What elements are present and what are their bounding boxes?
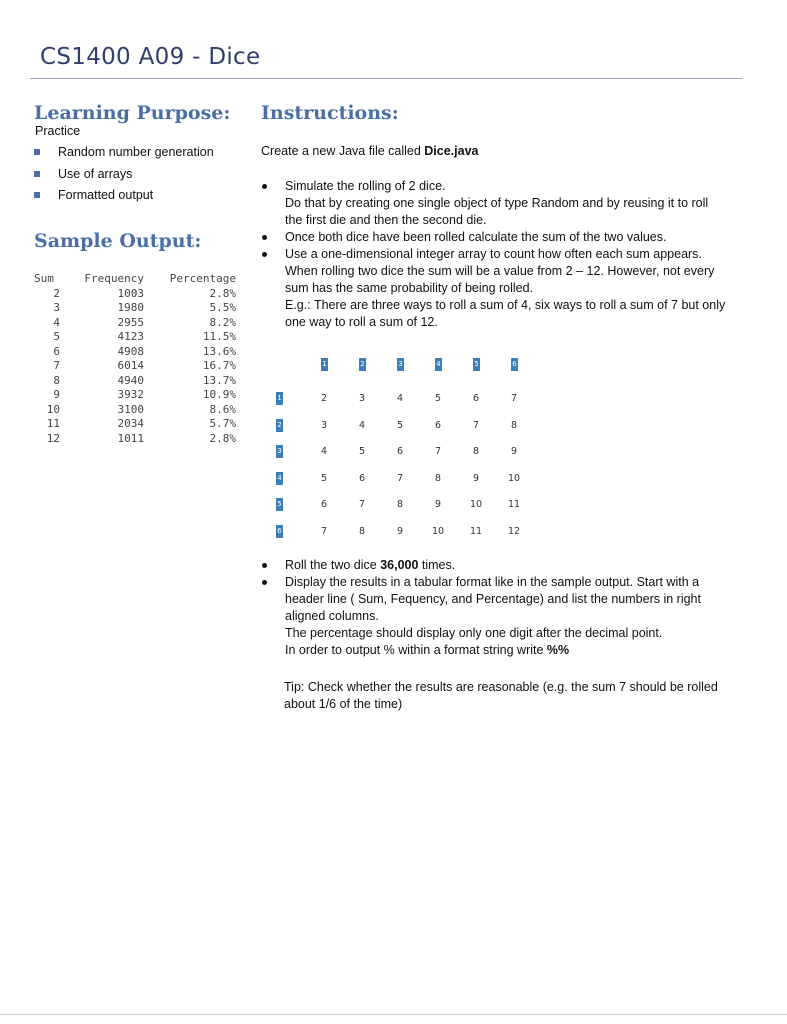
grid-cell: 7 <box>434 446 442 457</box>
column-die-tag: 2 <box>359 358 366 371</box>
table-row: 9 3932 10.9% <box>53 388 236 401</box>
grid-cell: 4 <box>358 419 366 431</box>
instructions-list <box>261 178 765 331</box>
grid-cell: 10 <box>431 525 445 537</box>
grid-cell: 9 <box>396 525 404 537</box>
learning-purpose-heading: Learning Purpose: <box>34 102 231 124</box>
create-file-line: Create a new Java file called Dice.java <box>261 144 479 158</box>
grid-cell: 11 <box>507 499 521 510</box>
grid-cell: 5 <box>358 446 366 457</box>
grid-cell: 8 <box>434 472 442 484</box>
grid-cell: 8 <box>510 419 518 431</box>
row-die-tag: 2 <box>276 419 283 432</box>
bullet-icon <box>262 563 267 568</box>
grid-cell: 7 <box>396 472 404 484</box>
page-title: CS1400 A09 - Dice <box>40 44 261 70</box>
grid-cell: 3 <box>320 419 328 431</box>
list-item: Formatted output <box>34 187 214 209</box>
grid-cell: 11 <box>469 525 483 537</box>
grid-cell: 12 <box>507 525 521 537</box>
sample-output-table <box>30 272 236 446</box>
row-die-tag: 5 <box>276 498 283 511</box>
grid-cell: 9 <box>510 446 518 457</box>
table-row: 7 6014 16.7% <box>53 359 236 372</box>
column-die-tag: 6 <box>511 358 518 371</box>
table-row: 8 4940 13.7% <box>53 373 236 387</box>
grid-cell: 3 <box>358 393 366 404</box>
table-row: 10 3100 8.6% <box>46 402 236 416</box>
table-row: 11 2034 5.7% <box>46 417 236 430</box>
table-row: 5 4123 11.5% <box>53 330 236 343</box>
square-bullet-icon <box>34 149 40 155</box>
practice-label: Practice <box>35 124 81 138</box>
grid-cell: 5 <box>320 472 328 484</box>
title-divider <box>30 78 742 79</box>
list-item: Simulate the rolling of 2 dice. Do that by creating one single object of type Random and by reusing it to roll the first die and then the second die. <box>261 178 765 229</box>
grid-cell: 5 <box>396 419 404 431</box>
square-bullet-icon <box>34 171 40 177</box>
row-die-tag: 3 <box>276 445 283 458</box>
table-row: 4 2955 8.2% <box>53 315 236 329</box>
grid-cell: 7 <box>510 393 518 404</box>
bullet-icon <box>262 252 267 257</box>
instructions-list-2 <box>261 557 765 659</box>
grid-cell: 6 <box>358 472 366 484</box>
row-die-tag: 6 <box>276 525 283 538</box>
grid-cell: 8 <box>472 446 480 457</box>
grid-cell: 9 <box>434 499 442 510</box>
grid-cell: 6 <box>434 419 442 431</box>
list-item: Use of arrays <box>34 166 214 188</box>
square-bullet-icon <box>34 192 40 198</box>
column-die-tag: 3 <box>397 358 404 371</box>
bullet-icon <box>262 580 267 585</box>
column-die-tag: 4 <box>435 358 442 371</box>
grid-cell: 7 <box>472 419 480 431</box>
grid-cell: 4 <box>396 393 404 404</box>
table-row: 6 4908 13.6% <box>53 344 236 358</box>
row-die-tag: 4 <box>276 472 283 485</box>
learning-purpose-list <box>34 144 214 209</box>
grid-cell: 10 <box>507 472 521 484</box>
grid-cell: 7 <box>358 499 366 510</box>
grid-cell: 7 <box>320 525 328 537</box>
grid-cell: 8 <box>358 525 366 537</box>
table-row: 2 1003 2.8% <box>53 286 236 300</box>
table-row: 12 1011 2.8% <box>46 431 236 445</box>
table-header: Sum Frequency Percentage <box>34 272 236 285</box>
grid-cell: 6 <box>396 446 404 457</box>
list-item: Random number generation <box>34 144 214 166</box>
instructions-heading: Instructions: <box>261 102 399 124</box>
grid-cell: 6 <box>472 393 480 404</box>
column-die-tag: 1 <box>321 358 328 371</box>
list-item: Roll the two dice 36,000 times. <box>261 557 765 574</box>
dice-sum-grid <box>270 358 530 538</box>
tip-text: Tip: Check whether the results are reasonable (e.g. the sum 7 should be rolled about 1/6 of the time) <box>284 680 718 711</box>
list-item: Once both dice have been rolled calculate the sum of the two values. <box>261 229 765 246</box>
list-item: Use a one-dimensional integer array to count how often each sum appears. When rolling two dice the sum will be a value from 2 – 12. However, not every sum has the same probability of being rolled. E.g.: There are three ways to roll a sum of 4, six ways to roll a sum of 7 but only one way to roll a sum of 12. <box>261 246 765 331</box>
grid-cell: 9 <box>472 472 480 484</box>
bullet-icon <box>262 184 267 189</box>
list-item: Display the results in a tabular format like in the sample output. Start with a header line ( Sum, Fequency, and Percentage) and list the numbers in right aligned columns. The percentage should display only one digit after the decimal point. In order to output % within a format string write %% <box>261 574 765 659</box>
grid-cell: 6 <box>320 499 328 510</box>
table-row: 3 1980 5.5% <box>53 301 236 314</box>
grid-cell: 4 <box>320 446 328 457</box>
page-bottom-edge <box>0 1014 787 1015</box>
grid-cell: 8 <box>396 499 404 510</box>
grid-cell: 2 <box>320 393 328 404</box>
grid-cell: 5 <box>434 393 442 404</box>
sample-output-heading: Sample Output: <box>34 230 202 252</box>
bullet-icon <box>262 235 267 240</box>
grid-cell: 10 <box>469 499 483 510</box>
column-die-tag: 5 <box>473 358 480 371</box>
row-die-tag: 1 <box>276 392 283 405</box>
